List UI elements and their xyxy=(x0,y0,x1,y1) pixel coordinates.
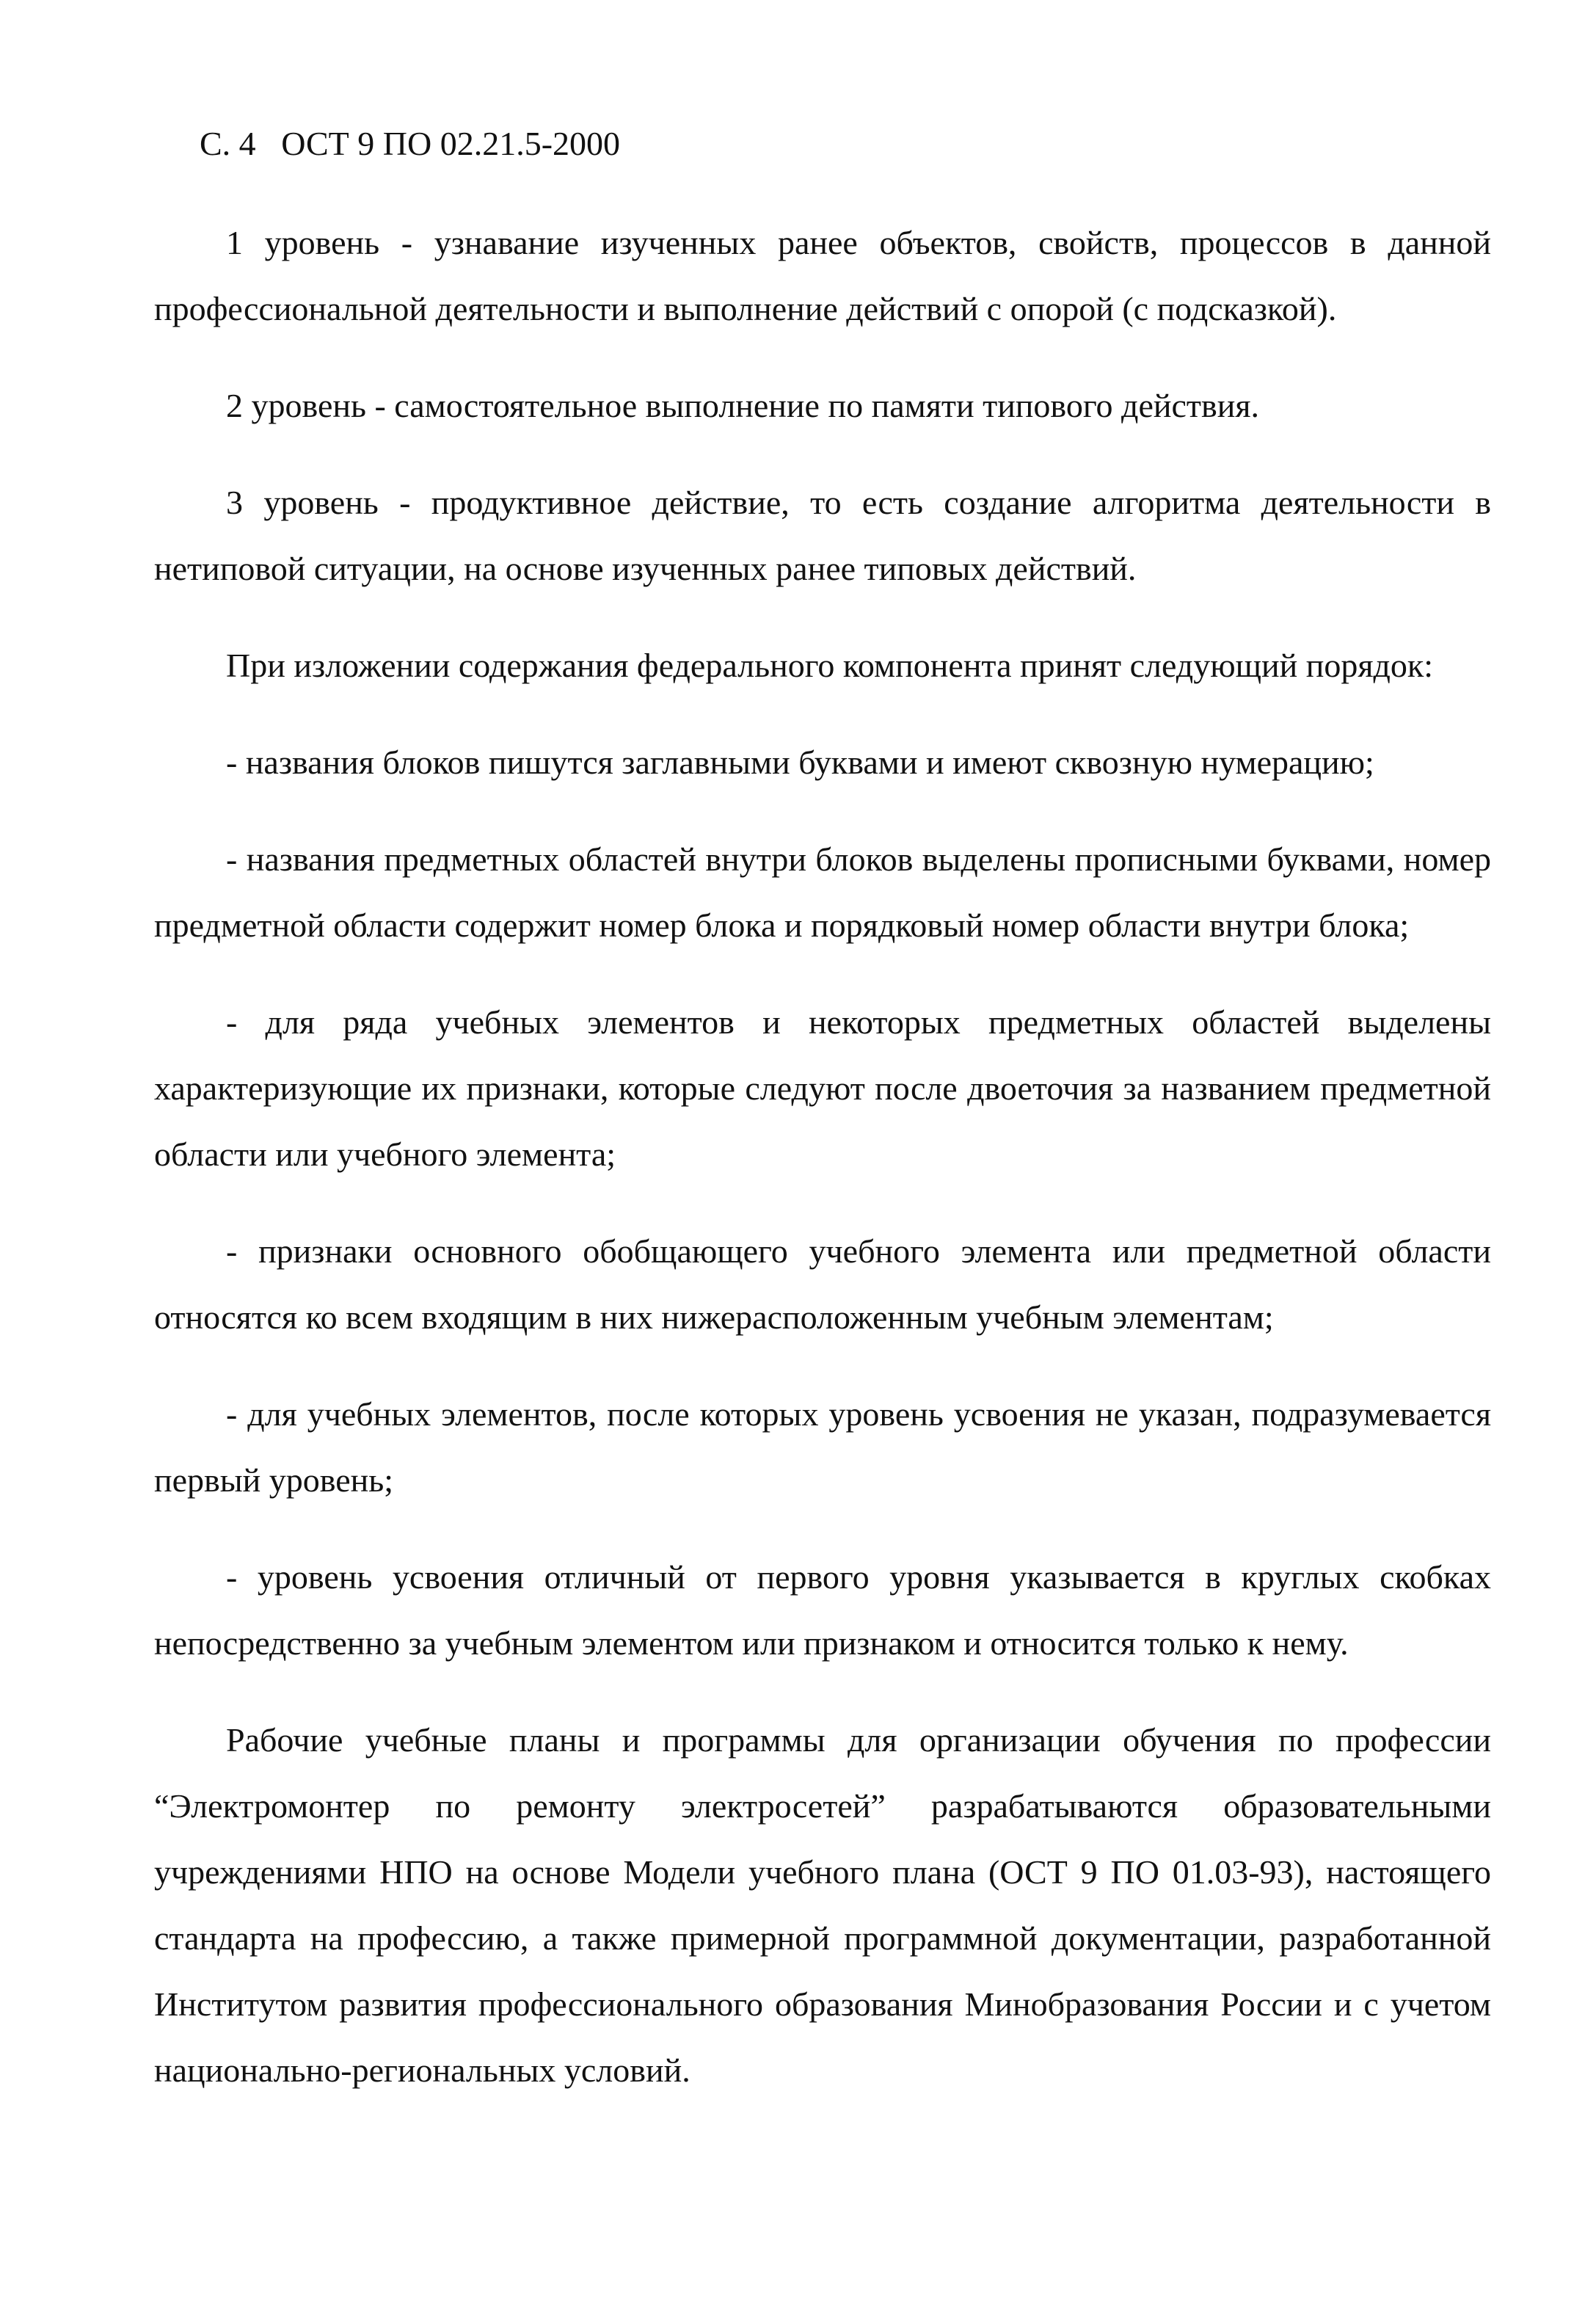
list-item-default-level: - для учебных элементов, после которых уровень усвоения не указан, подразумевается первый уровень; xyxy=(154,1395,1491,1499)
document-code: ОСТ 9 ПО 02.21.5-2000 xyxy=(281,125,621,162)
list-item-level-in-brackets: - уровень усвоения отличный от первого уровня указывается в круглых скобках непосредственно за учебным элементом или признаком и относится только к нему. xyxy=(154,1558,1491,1662)
body-text xyxy=(154,210,1491,2134)
paragraph-curricula: Рабочие учебные планы и программы для организации обучения по профессии “Электромонтер по ремонту электросетей” разрабатываются образовательными учреждениями НПО на основе Модели учебного плана (ОСТ 9 ПО 01.03-93), настоящего стандарта на профессию, а также примерной программной документации, разработанной Институтом развития профессионального образования Минобразования России и с учетом национально-региональных условий. xyxy=(154,1721,1491,2089)
paragraph-order-intro: При изложении содержания федерального компонента принят следующий порядок: xyxy=(226,647,1434,684)
list-item-characteristics: - для ряда учебных элементов и некоторых предметных областей выделены характеризующие их признаки, которые следуют после двоеточия за названием предметной области или учебного элемента; xyxy=(154,1003,1491,1173)
list-item-block-names: - названия блоков пишутся заглавными буквами и имеют сквозную нумерацию; xyxy=(226,744,1374,781)
page-number: С. 4 xyxy=(200,125,256,162)
list-item-general-element: - признаки основного обобщающего учебного элемента или предметной области относятся ко всем входящим в них нижерасположенным учебным элементам; xyxy=(154,1232,1491,1336)
paragraph-level-2: 2 уровень - самостоятельное выполнение по памяти типового действия. xyxy=(226,387,1260,424)
page-header xyxy=(200,123,620,164)
list-item-subject-areas: - названия предметных областей внутри блоков выделены прописными буквами, номер предметной области содержит номер блока и порядковый номер области внутри блока; xyxy=(154,840,1491,944)
paragraph-level-3: 3 уровень - продуктивное действие, то есть создание алгоритма деятельности в нетиповой ситуации, на основе изученных ранее типовых действий. xyxy=(154,484,1491,587)
paragraph-level-1: 1 уровень - узнавание изученных ранее объектов, свойств, процессов в данной профессиональной деятельности и выполнение действий с опорой (с подсказкой). xyxy=(154,224,1491,327)
